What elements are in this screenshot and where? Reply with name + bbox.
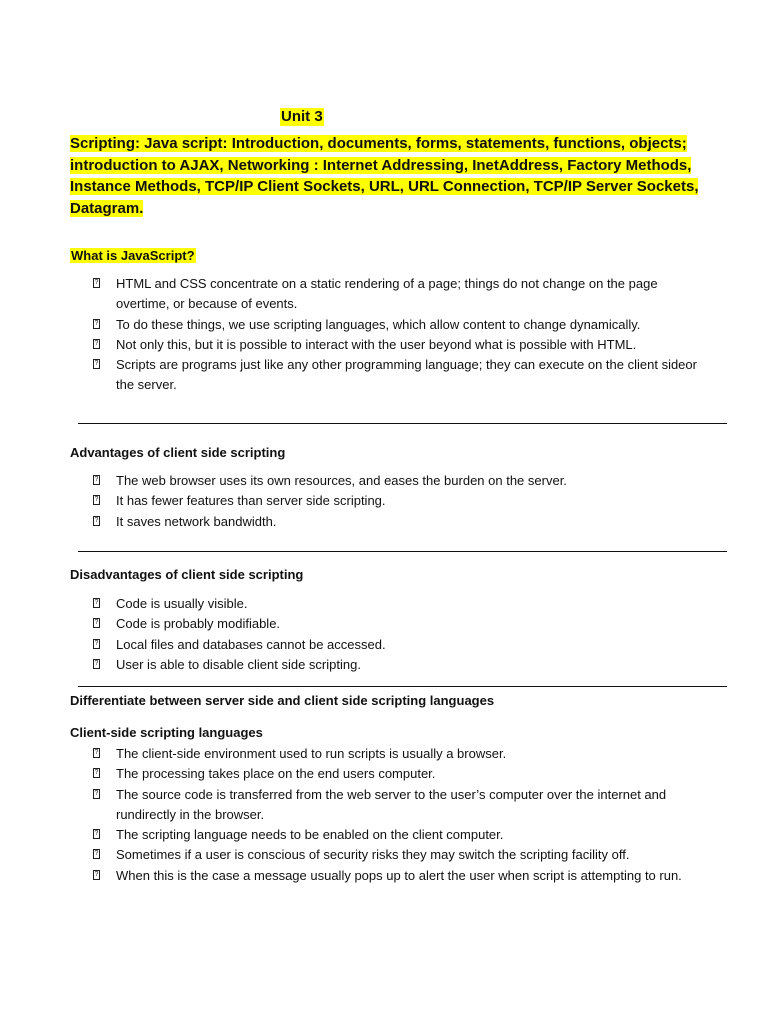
list-item: ? The scripting language needs to be enabled on the client computer. bbox=[94, 827, 504, 843]
list-item: ? The processing takes place on the end users computer. bbox=[94, 766, 436, 782]
bullet-icon: ? bbox=[94, 360, 99, 368]
list-client-side-languages bbox=[70, 744, 710, 886]
bullet-icon: ? bbox=[94, 496, 99, 504]
bullet-icon: ? bbox=[94, 830, 99, 838]
list-item: ? Local files and databases cannot be accessed. bbox=[94, 636, 386, 652]
list-what-is-javascript bbox=[70, 274, 710, 396]
bullet-icon: ? bbox=[94, 339, 99, 347]
list-item: ? HTML and CSS concentrate on a static rendering of a page; things do not change on the page overtime, or because of events. bbox=[94, 276, 658, 312]
list-item: ? Code is probably modifiable. bbox=[94, 616, 281, 632]
list-item: ? The client-side environment used to run scripts is usually a browser. bbox=[94, 746, 507, 761]
list-disadvantages bbox=[70, 594, 710, 675]
list-item: ? The web browser uses its own resources, and eases the burden on the server. bbox=[94, 473, 567, 488]
section-divider bbox=[78, 686, 727, 687]
bullet-icon: ? bbox=[94, 789, 99, 797]
list-item: ? When this is the case a message usually pops up to alert the user when script is attempting to run. bbox=[94, 867, 682, 883]
list-item: ? Scripts are programs just like any other programming language; they can execute on the client sideor the server. bbox=[94, 357, 697, 393]
heading-differentiate: Differentiate between server side and client side scripting languages bbox=[70, 693, 495, 708]
bullet-icon: ? bbox=[94, 279, 99, 286]
bullet-icon: ? bbox=[94, 319, 99, 327]
bullet-icon: ? bbox=[94, 659, 99, 667]
list-item: ? Code is usually visible. bbox=[94, 596, 248, 611]
heading-disadvantages: Disadvantages of client side scripting bbox=[70, 567, 304, 582]
heading-client-side-languages: Client-side scripting languages bbox=[70, 725, 263, 740]
list-item: ? Sometimes if a user is conscious of security risks they may switch the scripting facility off. bbox=[94, 847, 630, 863]
heading-advantages: Advantages of client side scripting bbox=[70, 445, 286, 460]
bullet-icon: ? bbox=[94, 870, 99, 878]
list-item: ? The source code is transferred from the web server to the user’s computer over the internet and rundirectly in the browser. bbox=[94, 786, 667, 822]
list-item: ? To do these things, we use scripting languages, which allow content to change dynamically. bbox=[94, 316, 641, 332]
syllabus-text: Scripting: Java script: Introduction, documents, forms, statements, functions, objects; introduction to AJAX, Networking : Internet Addressing, InetAddress, Factory Methods, Instance Methods, TCP/IP Client Sockets, URL, URL Connection, TCP/IP Server Sockets, Datagram. bbox=[70, 135, 699, 217]
bullet-icon: ? bbox=[94, 599, 99, 606]
bullet-icon: ? bbox=[94, 639, 99, 647]
list-item: ? Not only this, but it is possible to interact with the user beyond what is possible with HTML. bbox=[94, 336, 637, 352]
section-divider bbox=[78, 551, 727, 552]
list-item: ? It saves network bandwidth. bbox=[94, 513, 277, 529]
bullet-icon: ? bbox=[94, 619, 99, 627]
bullet-icon: ? bbox=[94, 850, 99, 858]
syllabus-summary bbox=[70, 133, 720, 219]
unit-title: Unit 3 bbox=[281, 108, 323, 125]
list-item: ? It has fewer features than server side scripting. bbox=[94, 493, 386, 509]
bullet-icon: ? bbox=[94, 516, 99, 524]
bullet-icon: ? bbox=[94, 476, 99, 483]
bullet-icon: ? bbox=[94, 769, 99, 777]
section-divider bbox=[78, 423, 727, 424]
list-item: ? User is able to disable client side scripting. bbox=[94, 656, 361, 672]
bullet-icon: ? bbox=[94, 749, 99, 756]
heading-what-is-javascript: What is JavaScript? bbox=[71, 248, 195, 263]
list-advantages bbox=[70, 471, 710, 532]
